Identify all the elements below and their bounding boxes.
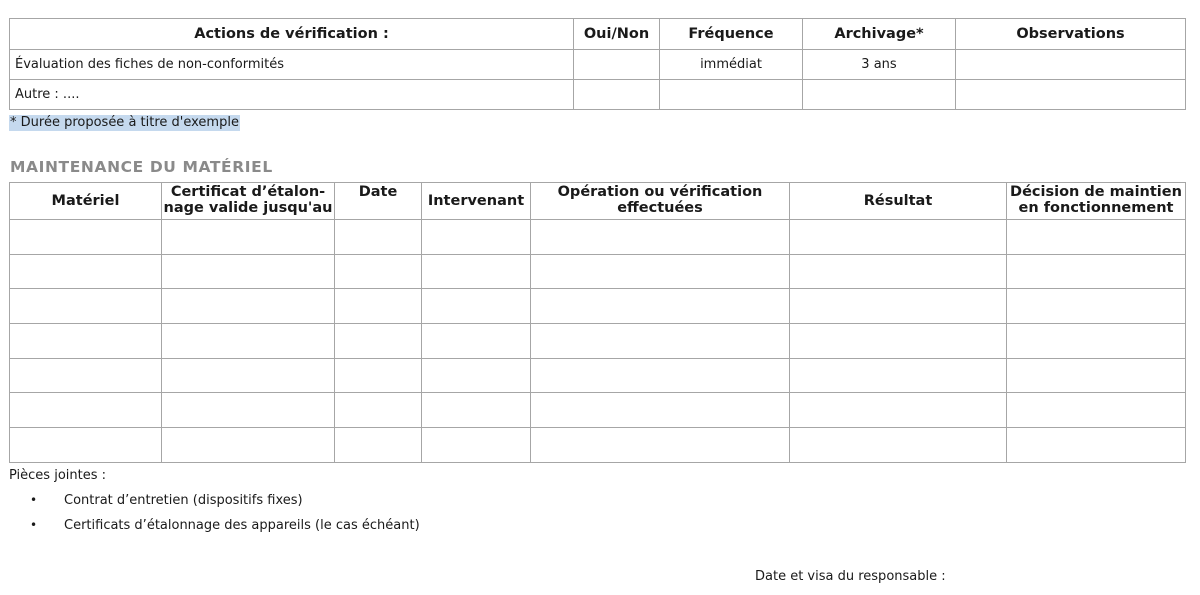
table-cell[interactable] bbox=[790, 358, 1007, 393]
cell-action: Autre : .... bbox=[10, 80, 574, 110]
table-cell[interactable] bbox=[531, 393, 790, 428]
cell-oui-non[interactable] bbox=[574, 80, 660, 110]
signature-label: Date et visa du responsable : bbox=[755, 569, 946, 584]
verification-header-row bbox=[10, 19, 1186, 50]
header-oui-non: Oui/Non bbox=[574, 19, 660, 50]
table-cell[interactable] bbox=[790, 254, 1007, 289]
table-cell[interactable] bbox=[531, 358, 790, 393]
table-cell[interactable] bbox=[10, 428, 162, 463]
table-row bbox=[10, 393, 1186, 428]
cell-archivage[interactable] bbox=[803, 80, 956, 110]
cell-frequence: immédiat bbox=[660, 50, 803, 80]
table-cell[interactable] bbox=[10, 324, 162, 359]
attachments-label: Pièces jointes : bbox=[9, 468, 107, 483]
table-cell[interactable] bbox=[422, 254, 531, 289]
table-cell[interactable] bbox=[531, 220, 790, 255]
table-cell[interactable] bbox=[162, 254, 335, 289]
table-cell[interactable] bbox=[422, 289, 531, 324]
table-row bbox=[10, 254, 1186, 289]
attachments-list bbox=[30, 492, 420, 542]
header-resultat: Résultat bbox=[790, 183, 1007, 220]
cell-action: Évaluation des fiches de non-conformités bbox=[10, 50, 574, 80]
table-cell[interactable] bbox=[1007, 358, 1186, 393]
table-cell[interactable] bbox=[790, 220, 1007, 255]
cell-archivage: 3 ans bbox=[803, 50, 956, 80]
table-cell[interactable] bbox=[10, 289, 162, 324]
header-materiel: Matériel bbox=[10, 183, 162, 220]
table-cell[interactable] bbox=[531, 428, 790, 463]
cell-observations[interactable] bbox=[956, 50, 1186, 80]
header-certificat-label: Certificat d’étalon- nage valide jusqu'au bbox=[163, 184, 333, 216]
header-date: Date bbox=[335, 183, 422, 220]
table-cell[interactable] bbox=[1007, 254, 1186, 289]
table-cell[interactable] bbox=[1007, 289, 1186, 324]
list-item bbox=[30, 492, 420, 517]
header-actions: Actions de vérification : bbox=[10, 19, 574, 50]
table-cell[interactable] bbox=[162, 358, 335, 393]
table-cell[interactable] bbox=[335, 358, 422, 393]
table-cell[interactable] bbox=[790, 393, 1007, 428]
table-cell[interactable] bbox=[422, 220, 531, 255]
table-cell[interactable] bbox=[531, 254, 790, 289]
table-cell[interactable] bbox=[162, 220, 335, 255]
header-operation-label: Opération ou vérification effectuées bbox=[557, 184, 763, 216]
table-cell[interactable] bbox=[335, 324, 422, 359]
list-item bbox=[30, 517, 420, 542]
bullet: • bbox=[30, 493, 38, 507]
verification-table bbox=[9, 18, 1186, 110]
table-row bbox=[10, 428, 1186, 463]
table-cell[interactable] bbox=[10, 220, 162, 255]
table-cell[interactable] bbox=[1007, 324, 1186, 359]
header-frequence: Fréquence bbox=[660, 19, 803, 50]
header-archivage: Archivage* bbox=[803, 19, 956, 50]
header-intervenant: Intervenant bbox=[422, 183, 531, 220]
header-decision bbox=[1007, 183, 1186, 220]
table-cell[interactable] bbox=[335, 428, 422, 463]
section-title-maintenance: MAINTENANCE DU MATÉRIEL bbox=[10, 158, 273, 176]
cell-frequence[interactable] bbox=[660, 80, 803, 110]
table-row bbox=[10, 324, 1186, 359]
table-cell[interactable] bbox=[335, 220, 422, 255]
bullet: • bbox=[30, 518, 38, 532]
table-cell[interactable] bbox=[162, 393, 335, 428]
attachment-text: Certificats d’étalonnage des appareils (le cas échéant) bbox=[64, 518, 420, 533]
header-observations: Observations bbox=[956, 19, 1186, 50]
table-cell[interactable] bbox=[335, 254, 422, 289]
table-cell[interactable] bbox=[1007, 220, 1186, 255]
table-cell[interactable] bbox=[1007, 428, 1186, 463]
header-certificat bbox=[162, 183, 335, 220]
table-cell[interactable] bbox=[162, 324, 335, 359]
cell-observations[interactable] bbox=[956, 80, 1186, 110]
table-row bbox=[10, 80, 1186, 110]
table-row bbox=[10, 50, 1186, 80]
table-cell[interactable] bbox=[10, 393, 162, 428]
table-cell[interactable] bbox=[10, 358, 162, 393]
table-cell[interactable] bbox=[10, 254, 162, 289]
table-cell[interactable] bbox=[162, 428, 335, 463]
maintenance-header-row bbox=[10, 183, 1186, 220]
table-row bbox=[10, 289, 1186, 324]
footnote: * Durée proposée à titre d'exemple bbox=[10, 115, 239, 130]
header-decision-label: Décision de maintien en fonctionnement bbox=[1010, 184, 1182, 216]
table-cell[interactable] bbox=[531, 289, 790, 324]
table-row bbox=[10, 358, 1186, 393]
table-cell[interactable] bbox=[422, 428, 531, 463]
attachment-text: Contrat d’entretien (dispositifs fixes) bbox=[64, 493, 303, 508]
table-cell[interactable] bbox=[1007, 393, 1186, 428]
maintenance-table bbox=[9, 182, 1186, 463]
header-operation bbox=[531, 183, 790, 220]
table-cell[interactable] bbox=[531, 324, 790, 359]
table-cell[interactable] bbox=[790, 428, 1007, 463]
table-cell[interactable] bbox=[422, 324, 531, 359]
table-cell[interactable] bbox=[422, 393, 531, 428]
table-cell[interactable] bbox=[790, 289, 1007, 324]
table-cell[interactable] bbox=[335, 393, 422, 428]
table-cell[interactable] bbox=[162, 289, 335, 324]
table-cell[interactable] bbox=[790, 324, 1007, 359]
cell-oui-non[interactable] bbox=[574, 50, 660, 80]
table-cell[interactable] bbox=[422, 358, 531, 393]
table-cell[interactable] bbox=[335, 289, 422, 324]
table-row bbox=[10, 220, 1186, 255]
